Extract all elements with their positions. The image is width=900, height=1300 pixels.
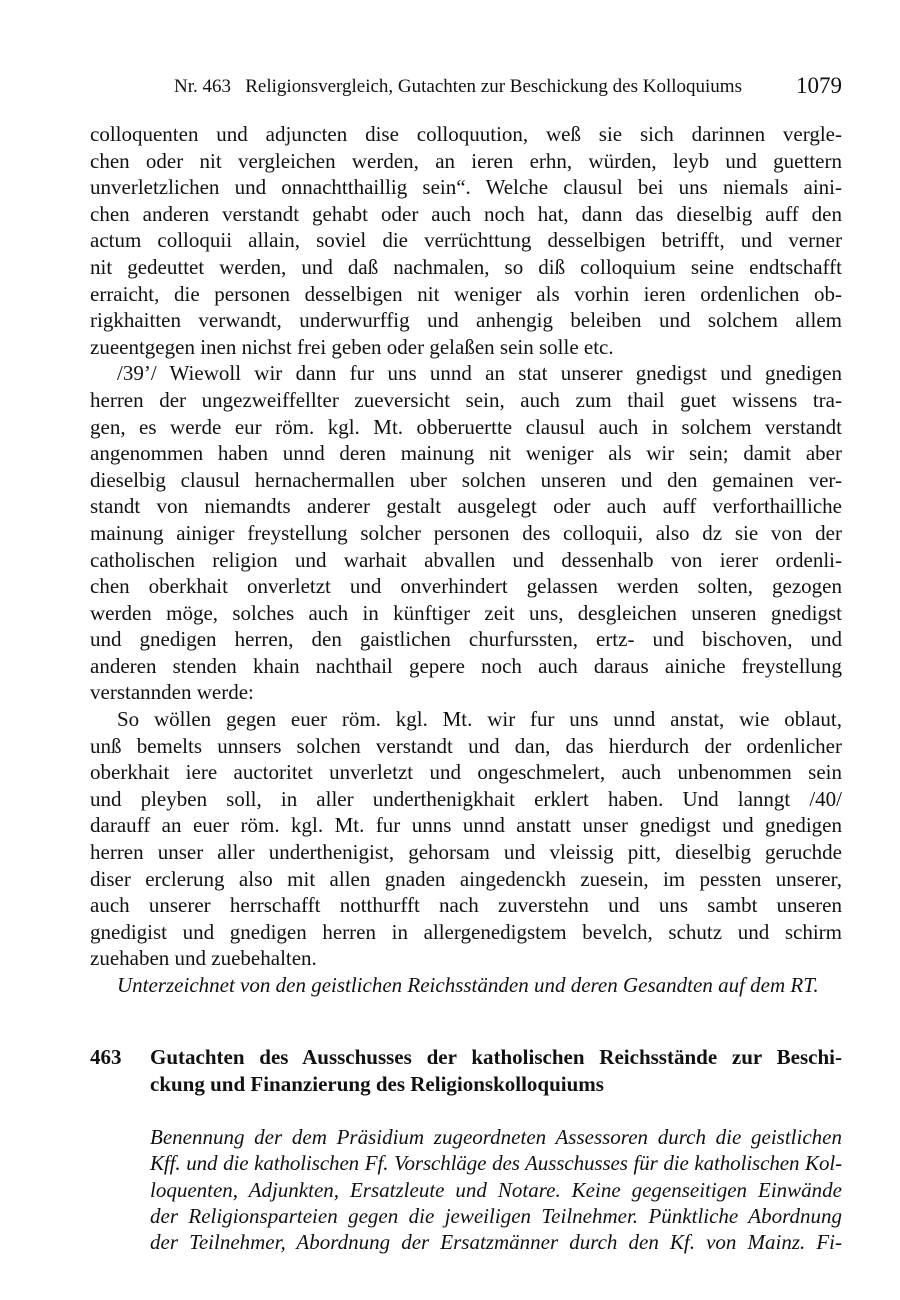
document-body (90, 121, 842, 999)
text-line: oberkhait iere auctoritet unverletzt und ongeschmelert, auch unbenommen sein (90, 760, 842, 785)
text-line: gnedigist und gnedigen herren in allergenedigstem bevelch, schutz und schirm (90, 919, 842, 944)
text-line: und pleyben soll, in aller underthenigkhait erklert haben. Und lanngt /40/ (90, 786, 842, 811)
section-summary (150, 1124, 842, 1255)
text-line: und gnedigen herren, den gaistlichen churfurssten, ertz- und bischoven, und (90, 627, 842, 652)
text-line: unß bemelts unnsers solchen verstandt und dan, das hierdurch der ordenlicher (90, 733, 842, 758)
text-line: Kff. und die katholischen Ff. Vorschläge des Ausschusses für die katholischen Kol- (150, 1151, 842, 1176)
text-line: chen oder nit vergleichen werden, an ieren erhn, würden, leyb und guettern (90, 148, 842, 173)
text-line: herren unser aller underthenigist, gehorsam und vleissig pitt, dieselbig geruchde (90, 840, 842, 865)
running-header-title: Nr. 463 Religionsvergleich, Gutachten zur Beschickung des Kolloquiums (174, 76, 742, 97)
text-line: colloquenten und adjuncten dise colloquution, weß sie sich darinnen vergle- (90, 122, 842, 146)
text-line: herren der ungezweiffellter zueversicht sein, auch zum thail guet wissens tra- (90, 387, 842, 412)
running-header (174, 73, 842, 104)
text-line: verstannden werde: (90, 680, 254, 705)
section-number: 463 (90, 1045, 122, 1069)
text-line: chen anderen verstandt gehabt oder auch noch hat, dann das dieselbig auff den (90, 201, 842, 226)
text-line: loquenten, Adjunkten, Ersatzleute und Notare. Keine gegenseitigen Einwände (150, 1177, 842, 1202)
section-title (150, 1044, 842, 1098)
paragraph (90, 121, 842, 360)
text-line: werden möge, solches auch in künftiger zeit uns, desgleichen unseren gnedigst (90, 600, 842, 625)
signature-note (90, 972, 842, 999)
text-line: nit gedeuttet werden, und daß nachmalen, so diß colloquium seine endtschafft (90, 254, 842, 279)
text-line: Benennung der dem Präsidium zugeordneten Assessoren durch die geistlichen (150, 1125, 842, 1149)
text-line: rigkhaitten verwandt, underwurffig und anhengig beleiben und solchem allem (90, 308, 842, 333)
text-line: diser erclerung also mit allen gnaden aingedenckh zuesein, im pessten unserer, (90, 866, 842, 891)
text-line: Unterzeichnet von den geistlichen Reichsständen und deren Gesandten auf dem RT. (117, 973, 819, 997)
text-line: dieselbig clausul hernachermallen uber solchen unseren und den gemainen ver- (90, 467, 842, 492)
text-line: anderen stenden khain nachthail gepere noch auch daraus ainiche freystellung (90, 653, 842, 678)
text-line: standt von niemandts anderer gestalt ausgelegt oder auch auff verforthailliche (90, 494, 842, 519)
text-line: mainung ainiger freystellung solcher personen des colloquii, also dz sie von der (90, 520, 842, 545)
text-line: zuehaben und zuebehalten. (90, 946, 317, 971)
paragraph (90, 360, 842, 706)
text-line: /39’/ Wiewoll wir dann fur uns unnd an stat unserer gnedigst und gnedigen (117, 361, 842, 386)
paragraph (90, 706, 842, 972)
text-line: Gutachten des Ausschusses der katholischen Reichsstände zur Beschi- (150, 1045, 842, 1069)
text-line: der Teilnehmer, Abordnung der Ersatzmänner durch den Kf. von Mainz. Fi- (150, 1230, 842, 1255)
text-line: erraicht, die personen desselbigen nit weniger als vorhin ieren ordenlichen ob- (90, 281, 842, 306)
text-line: auch unserer herrschafft notthurfft nach zuverstehn und uns sambt unseren (90, 893, 842, 918)
text-line: ckung und Finanzierung des Religionskolloquiums (150, 1072, 604, 1096)
text-line: unverletzlichen und onnachtthaillig sein“. Welche clausul bei uns niemals aini- (90, 175, 842, 200)
text-line: actum colloquii allain, soviel die verrüchttung desselbigen betrifft, und verner (90, 228, 842, 253)
text-line: catholischen religion und warhait abvallen und dessenhalb von ierer ordenli- (90, 547, 842, 572)
text-line: angenommen haben unnd deren mainung nit weniger als wir sein; damit aber (90, 441, 842, 466)
text-line: So wöllen gegen euer röm. kgl. Mt. wir fur uns unnd anstat, wie oblaut, (117, 707, 842, 732)
text-line: zueentgegen inen nichst frei geben oder gelaßen sein solle etc. (90, 334, 614, 359)
page-number: 1079 (796, 73, 842, 98)
text-line: gen, es werde eur röm. kgl. Mt. obberuertte clausul auch in solchem verstandt (90, 414, 842, 439)
text-line: darauff an euer röm. kgl. Mt. fur unns unnd anstatt unser gnedigst und gnedigen (90, 813, 842, 838)
text-line: der Religionsparteien gegen die jeweiligen Teilnehmer. Pünktliche Abordnung (150, 1203, 842, 1228)
text-line: chen oberkhait onverletzt und onverhindert gelassen werden solten, gezogen (90, 574, 842, 599)
